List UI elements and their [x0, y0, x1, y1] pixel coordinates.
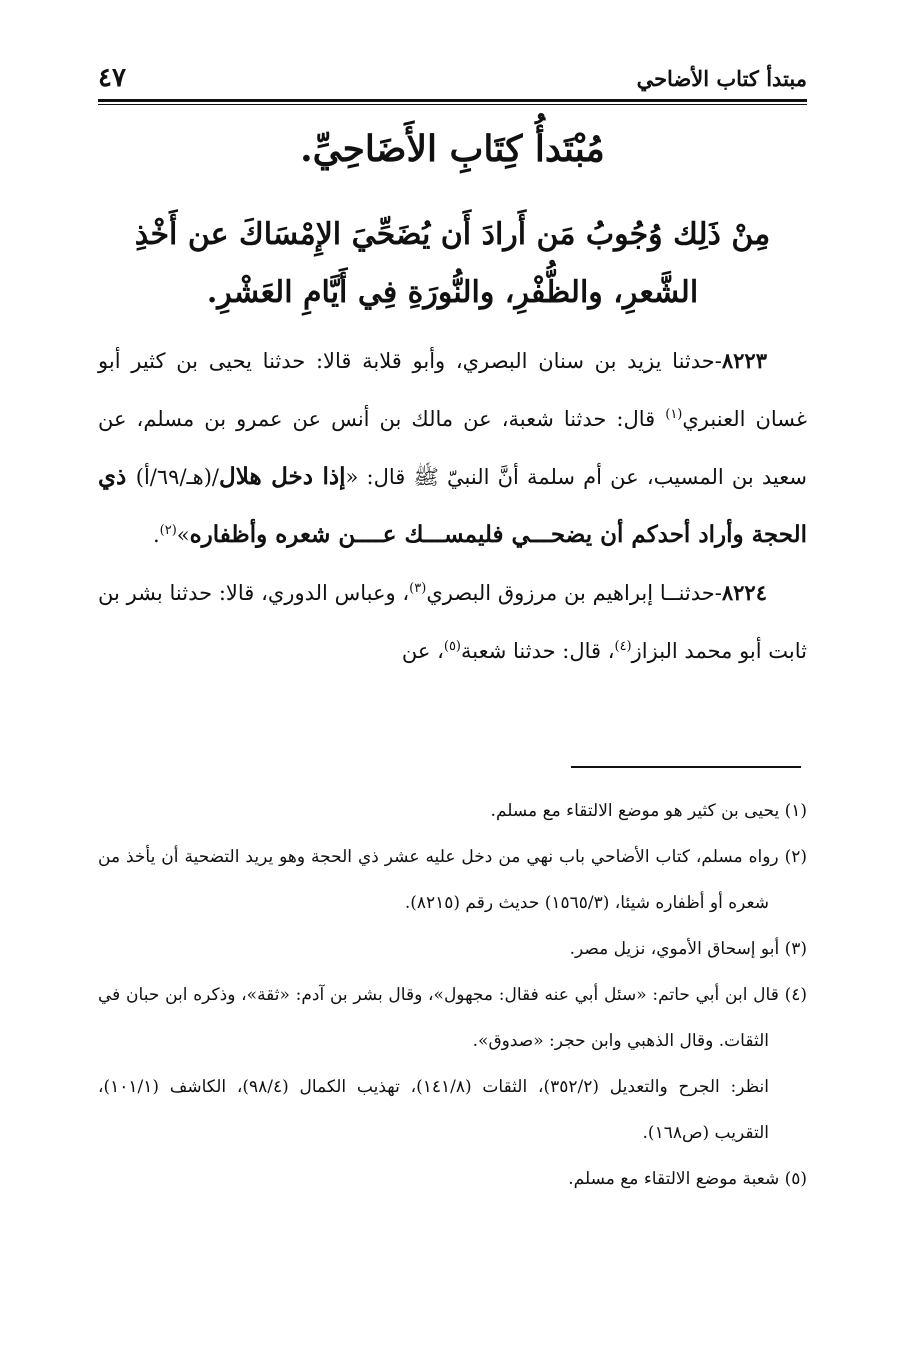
footnote-reference: (٢) [159, 523, 177, 538]
hadith-text: ، وعباس الدوري، قالا: حدثنا بشر بن ثابت أبو محمد البزاز [98, 581, 807, 663]
footnote-2: (٢) رواه مسلم، كتاب الأضاحي باب نهي من دخل عليه عشر ذي الحجة وهو يريد التضحية أن يأخذ من شعره أو أظفاره شيئا، (١٥٦٥/٣) حديث رقم (٨٢١٥). [98, 847, 807, 913]
footnote-reference: (٥) [443, 639, 461, 654]
hadith-number: ٨٢٢٣ [721, 348, 767, 373]
prophetic-quote: إذا دخل هلال [219, 463, 346, 490]
footnotes [98, 788, 807, 1202]
header-rule-thin [98, 104, 807, 105]
running-title: مبتدأ كتاب الأضاحي [636, 65, 807, 91]
footnote-4-continued: انظر: الجرح والتعديل (٣٥٢/٢)، الثقات (١٤١/٨)، تهذيب الكمال (٩٨/٤)، الكاشف (١٠١/١)، التقريب (ص١٦٨). [98, 1077, 770, 1143]
hadith-text: ، قال: حدثنا شعبة [461, 639, 615, 663]
chapter-heading: مُبْتَدأُ كِتَابِ الأَضَاحِيِّ. [300, 128, 605, 170]
footnote-reference: (١) [665, 407, 683, 422]
hadith-text: -حدثنــا إبراهيم بن مرزوق البصري [426, 581, 722, 605]
hadith-text: قال: حدثنا شعبة، عن مالك بن أنس عن عمرو بن مسلم، عن سعيد بن المسيب، عن أم سلمة أنَّ النبيّ ﷺ قال: « [98, 407, 807, 489]
footnote-5: (٥) شعبة موضع الالتقاء مع مسلم. [568, 1169, 807, 1189]
prophetic-quote: ذي الحجة وأراد أحدكم أن يضحـــي فليمســـك عــــن شعره وأظفاره [98, 463, 807, 548]
page-number: ٤٧ [98, 63, 126, 93]
footnote-reference: (٣) [409, 581, 427, 596]
footnote-4: (٤) قال ابن أبي حاتم: «سئل أبي عنه فقال: مجهول»، وقال بشر بن آدم: «ثقة»، وذكره ابن حبان في الثقات. وقال الذهبي وابن حجر: «صدوق». [98, 985, 807, 1051]
hadith-text: ، عن [401, 639, 444, 663]
header-rule [98, 99, 807, 102]
section-heading: مِنْ ذَلِك وُجُوبُ مَن أَرادَ أَن يُضَحِّيَ الإِمْسَاكَ عن أَخْذِ الشَّعرِ، والظُّفْرِ، والنُّورَةِ فِي أَيَّامِ العَشْرِ. [134, 217, 771, 310]
footnote-separator [571, 766, 801, 768]
running-header [98, 60, 807, 96]
footnote-reference: (٤) [614, 639, 632, 654]
hadith-text: . [152, 523, 160, 547]
hadith-number: ٨٢٢٤ [721, 580, 767, 605]
manuscript-reference: /(هـ/٦٩/أ) [135, 465, 220, 489]
footnote-3: (٣) أبو إسحاق الأموي، نزيل مصر. [569, 939, 807, 959]
hadith-text: -حدثنا يزيد بن سنان البصري، وأبو قلابة قالا: حدثنا يحيى بن كثير أبو غسان العنبري [98, 349, 807, 431]
hadith-8223 [98, 332, 807, 564]
hadith-8224 [98, 564, 807, 680]
hadith-text: » [176, 523, 190, 547]
body-text [98, 332, 807, 680]
footnote-1: (١) يحيى بن كثير هو موضع الالتقاء مع مسلم. [490, 801, 807, 821]
